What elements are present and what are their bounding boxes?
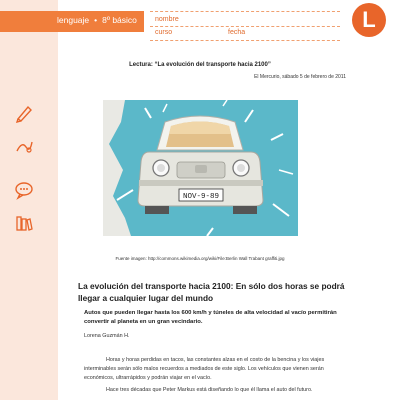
course-date-field[interactable] — [150, 40, 340, 41]
grade-label: 8º básico — [102, 15, 137, 25]
lenguaje-logo: L — [352, 3, 386, 37]
name-label: nombre — [155, 16, 179, 23]
date-label: fecha — [228, 29, 246, 36]
subject-label: lenguaje — [57, 15, 90, 25]
dateline: El Mercurio, sábado 5 de febrero de 2011 — [254, 74, 346, 80]
books-icon — [14, 213, 34, 233]
article-paragraph: Hace tres décadas que Peter Markus está diseñando lo que él llama el auto del futuro. — [106, 387, 313, 393]
sidebar — [0, 0, 58, 400]
course-label: curso — [155, 29, 173, 36]
name-field[interactable] — [150, 26, 340, 27]
article-lead: Autos que pueden llegar hasta los 600 km/h y túneles de alta velocidad al vacío permitirán convertir al planeta en un gran vecindario. — [84, 310, 337, 325]
article-author: Lorena Guzmán H. — [84, 333, 130, 339]
image-caption: Fuente imagen: http://commons.wikimedia.org/wiki/File:Berlin Wall Trabant graffiti.jpg — [115, 256, 285, 261]
trabant-wall-photo — [103, 100, 298, 236]
header-title: lenguaje • 8º básico — [57, 15, 137, 25]
name-line-top — [150, 11, 340, 12]
speech-bubble-icon — [14, 180, 34, 200]
pencil-icon — [14, 103, 34, 123]
license-plate-text: NOV-9-89 — [182, 193, 220, 201]
sketch-icon — [14, 136, 34, 156]
reading-title: Lectura: “La evolución del transporte hacia 2100” — [129, 62, 271, 68]
article-paragraph: Horas y horas perdidas en tacos, las constantes alzas en el costo de la bencina y los viajes interminables serán sólo malos recuerdos a mediados de este siglo. Los vehículos que vienen serán económicos, ultrarrápidos y podrán viajar en el vacío. — [84, 357, 325, 381]
article-headline: La evolución del transporte hacia 2100: En sólo dos horas se podrá llegar a cualquier lugar del mundo — [78, 281, 345, 303]
